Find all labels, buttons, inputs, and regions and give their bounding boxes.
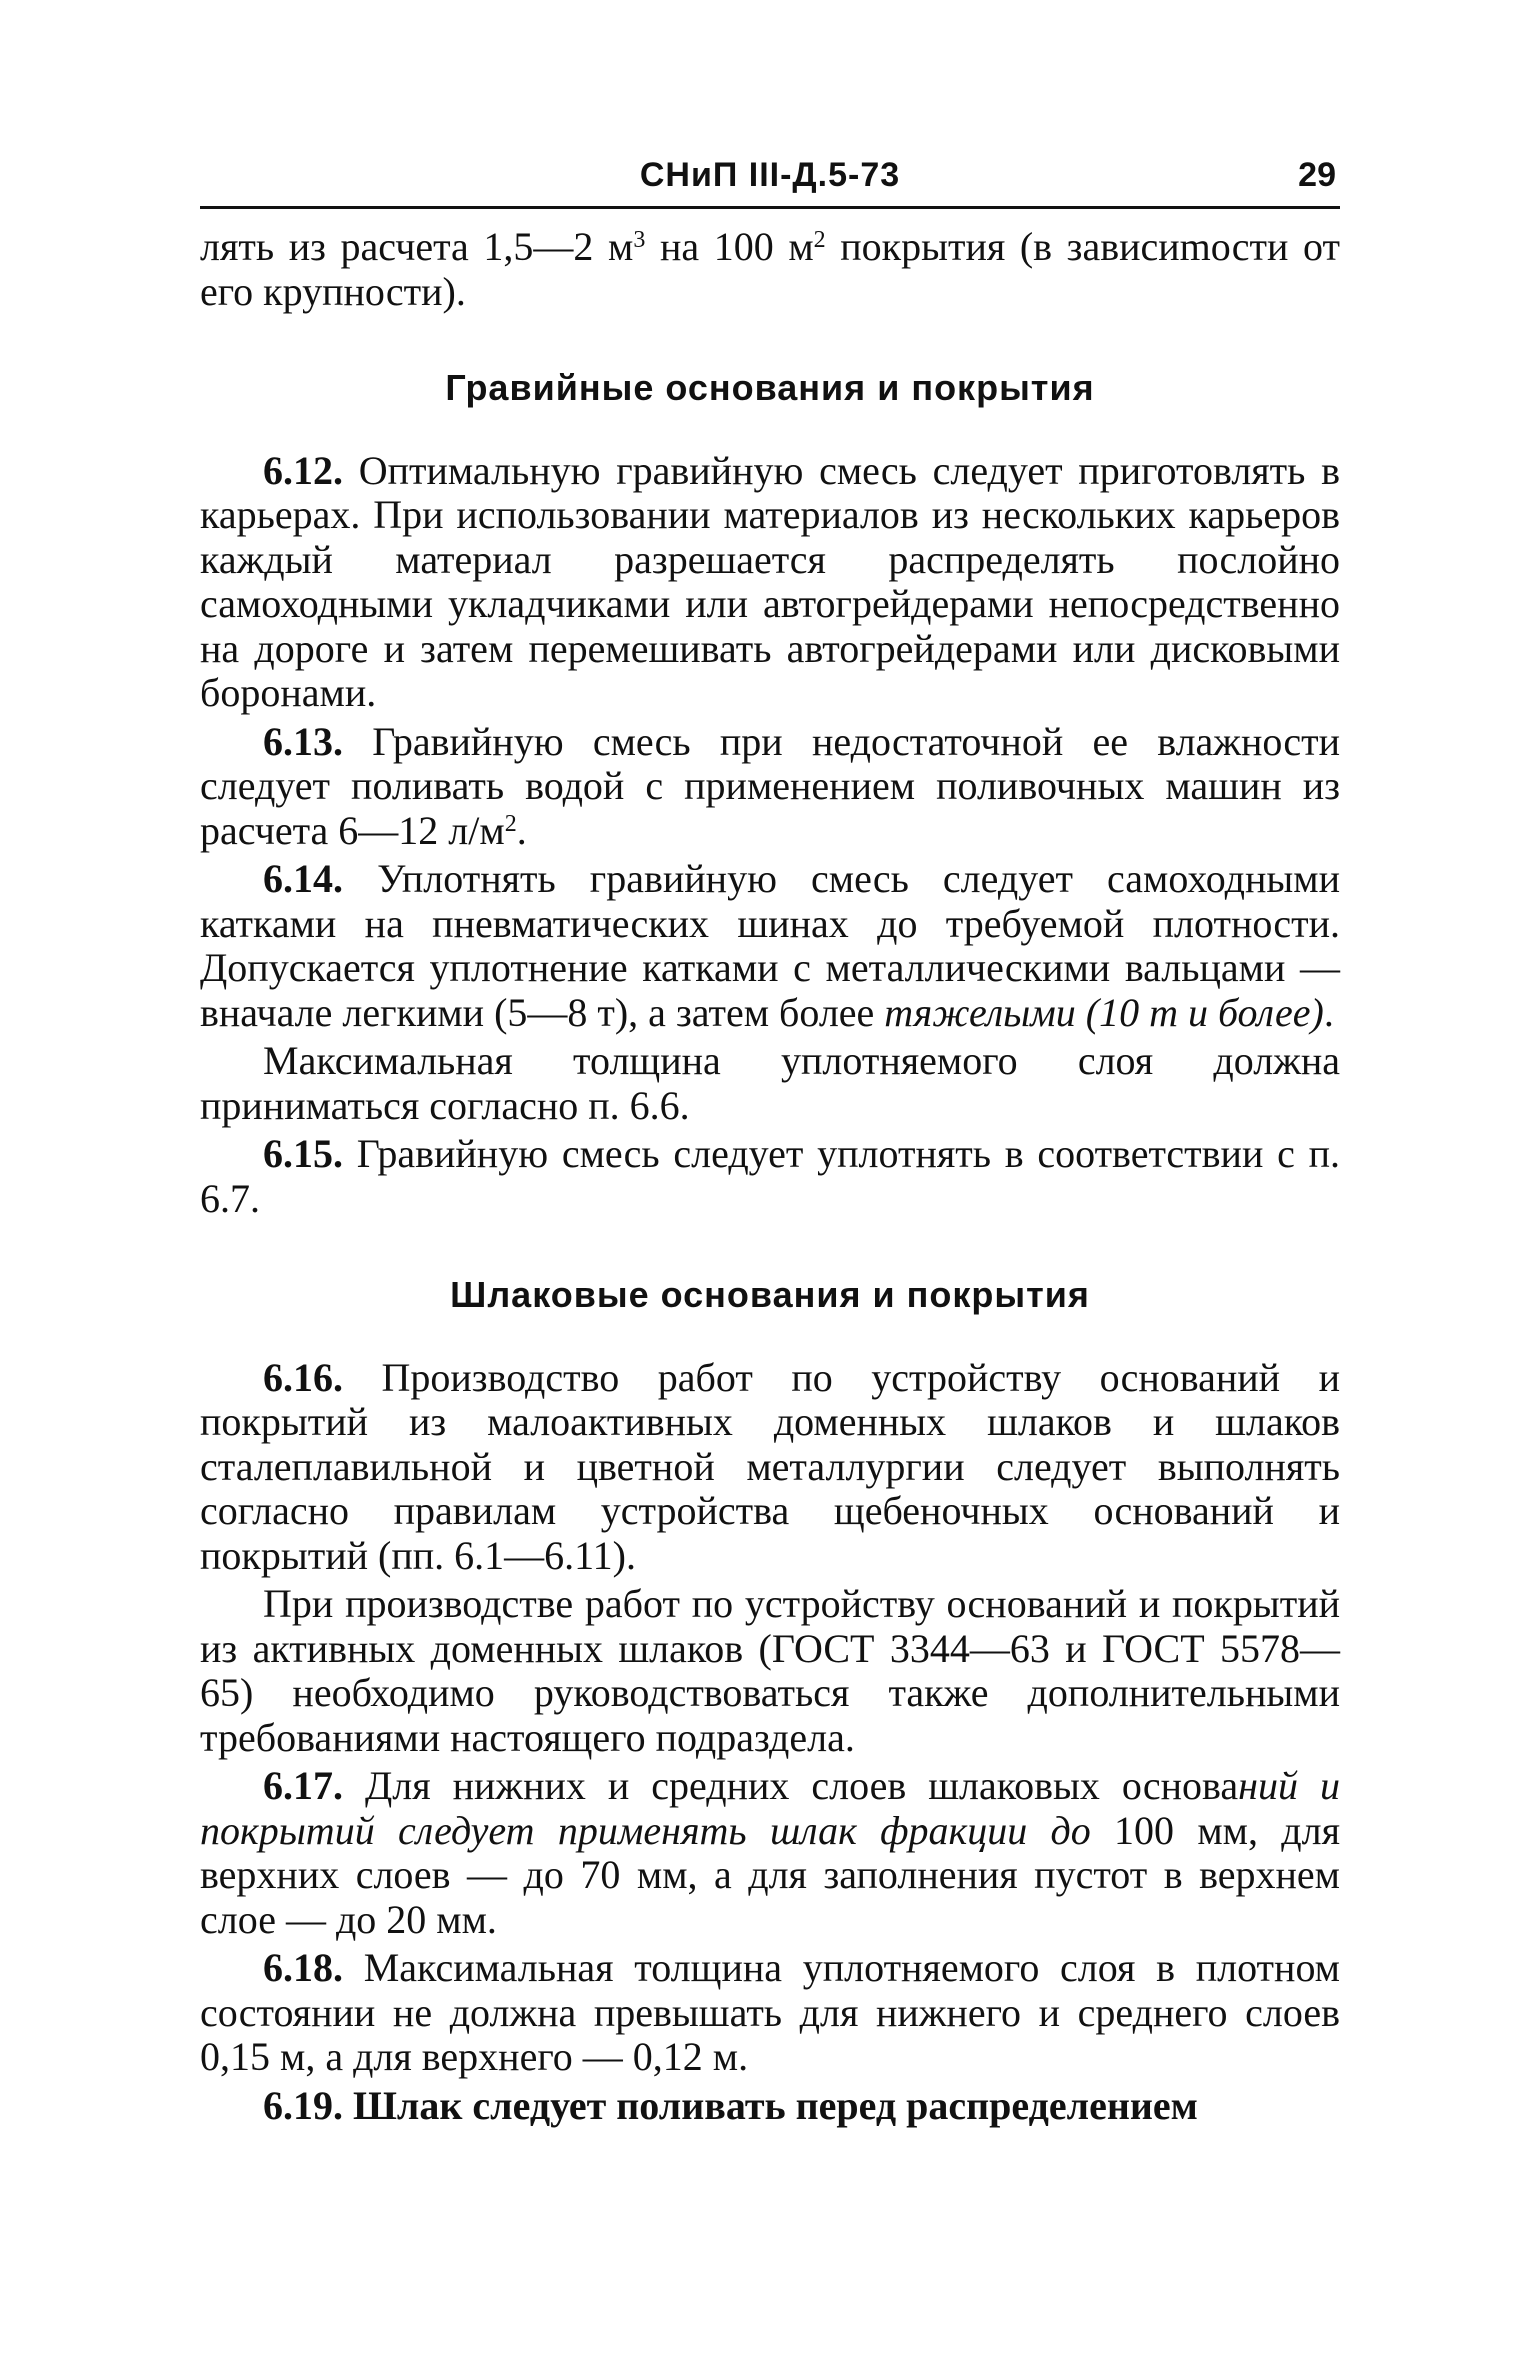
section-title-slag: Шлаковые основания и покрытия <box>450 1274 1090 1315</box>
paragraph-number: 6.16. <box>263 1354 343 1400</box>
paragraph-6-16 <box>200 1356 1340 1579</box>
paragraph-text: Уплотнять гравийную смесь следует самоходными катками на пневматических шинах до требуемой плотности. Допускается уплотнение катками с металлическими вальцами — вначале легкими (5—8 т), а затем более <box>200 856 1340 1035</box>
paragraph-number: 6.17. <box>263 1763 343 1808</box>
intro-text-a: лять из расчета 1,5—2 м <box>200 224 634 269</box>
paragraph-text: Для нижних и средних слоев шлаковых основа <box>343 1763 1239 1808</box>
paragraph-number: 6.14. <box>263 856 343 901</box>
paragraph-number: 6.18. <box>263 1945 343 1990</box>
paragraph-italic: тяжелыми (10 т и более) <box>884 989 1324 1035</box>
paragraph-number: 6.13. <box>263 718 343 764</box>
paragraph-text: Гравийную смесь следует уплотнять в соответствии с п. 6.7. <box>200 1131 1340 1221</box>
running-header <box>200 150 1340 209</box>
intro-text-b: на 100 м <box>645 224 814 269</box>
intro-sup-a: 3 <box>633 226 646 253</box>
document-page <box>200 150 1340 2128</box>
paragraph-superscript: 2 <box>504 810 517 837</box>
paragraph-text: Производство работ по устройству оснований и покрытий из малоактивных доменных шлаков и шлаков сталеплавильной и цветной металлургии следует выполнять согласно правилам устройства щебеночных оснований и покрытий (пп. 6.1—6.11). <box>200 1354 1340 1578</box>
paragraph-tail: . <box>1323 989 1334 1035</box>
paragraph-number: 6.15. <box>263 1131 343 1176</box>
paragraph-italic: ний и покрытий следует применять шлак фракции до <box>200 1763 1341 1853</box>
paragraph-text: Максимальная толщина уплотняемого слоя должна приниматься согласно п. 6.6. <box>200 1038 1340 1128</box>
page-number: 29 <box>1298 156 1336 194</box>
paragraph-6-15 <box>200 1132 1340 1221</box>
paragraph-6-17 <box>200 1764 1340 1942</box>
paragraph-6-12 <box>200 449 1340 716</box>
intro-sup-b: 2 <box>813 226 826 253</box>
intro-paragraph <box>200 225 1340 314</box>
paragraph-6-19 <box>200 2084 1340 2129</box>
page-content <box>200 225 1340 2128</box>
paragraph-text: При производстве работ по устройству оснований и покрытий из активных доменных шлаков (ГОСТ 3344—63 и ГОСТ 5578—65) необходимо руководствоваться также дополнительными требованиями настоящего подраздела. <box>200 1581 1340 1760</box>
paragraph-text: Шлак следует поливать перед распределением <box>343 2082 1198 2128</box>
paragraph-6-14 <box>200 857 1340 1035</box>
paragraph-6-14-continued <box>200 1039 1340 1128</box>
section-title-gravel: Гравийные основания и покрытия <box>445 367 1095 408</box>
paragraph-6-18 <box>200 1946 1340 2080</box>
document-code: СНиП III-Д.5-73 <box>639 156 901 194</box>
paragraph-number: 6.12. <box>263 447 343 493</box>
intro-text-c: покрытия (в зависиmости от его крупности). <box>200 224 1340 314</box>
paragraph-text: Гравийную смесь при недостаточной ее влажности следует поливать водой с применением поливочных машин из расчета 6—12 л/м <box>200 718 1340 853</box>
paragraph-number: 6.19. <box>263 2082 343 2128</box>
paragraph-tail: 100 мм, для верхних слоев — до 70 мм, а для заполнения пустот в верхнем слое — до 20 мм. <box>200 1807 1340 1942</box>
paragraph-6-13 <box>200 720 1340 854</box>
paragraph-tail: . <box>516 807 527 853</box>
paragraph-6-16-continued <box>200 1582 1340 1760</box>
paragraph-text: Оптимальную гравийную смесь следует приготовлять в карьерах. При использовании материалов из нескольких карьеров каждый материал разрешается распределять послойно самоходными укладчиками или автогрейдерами непосредственно на дороге и затем перемешивать автогрейдерами или дисковыми боронами. <box>200 447 1340 715</box>
paragraph-text: Максимальная толщина уплотняемого слоя в плотном состоянии не должна превышать для нижнего и среднего слоев 0,15 м, а для верхнего — 0,12 м. <box>200 1945 1340 2079</box>
